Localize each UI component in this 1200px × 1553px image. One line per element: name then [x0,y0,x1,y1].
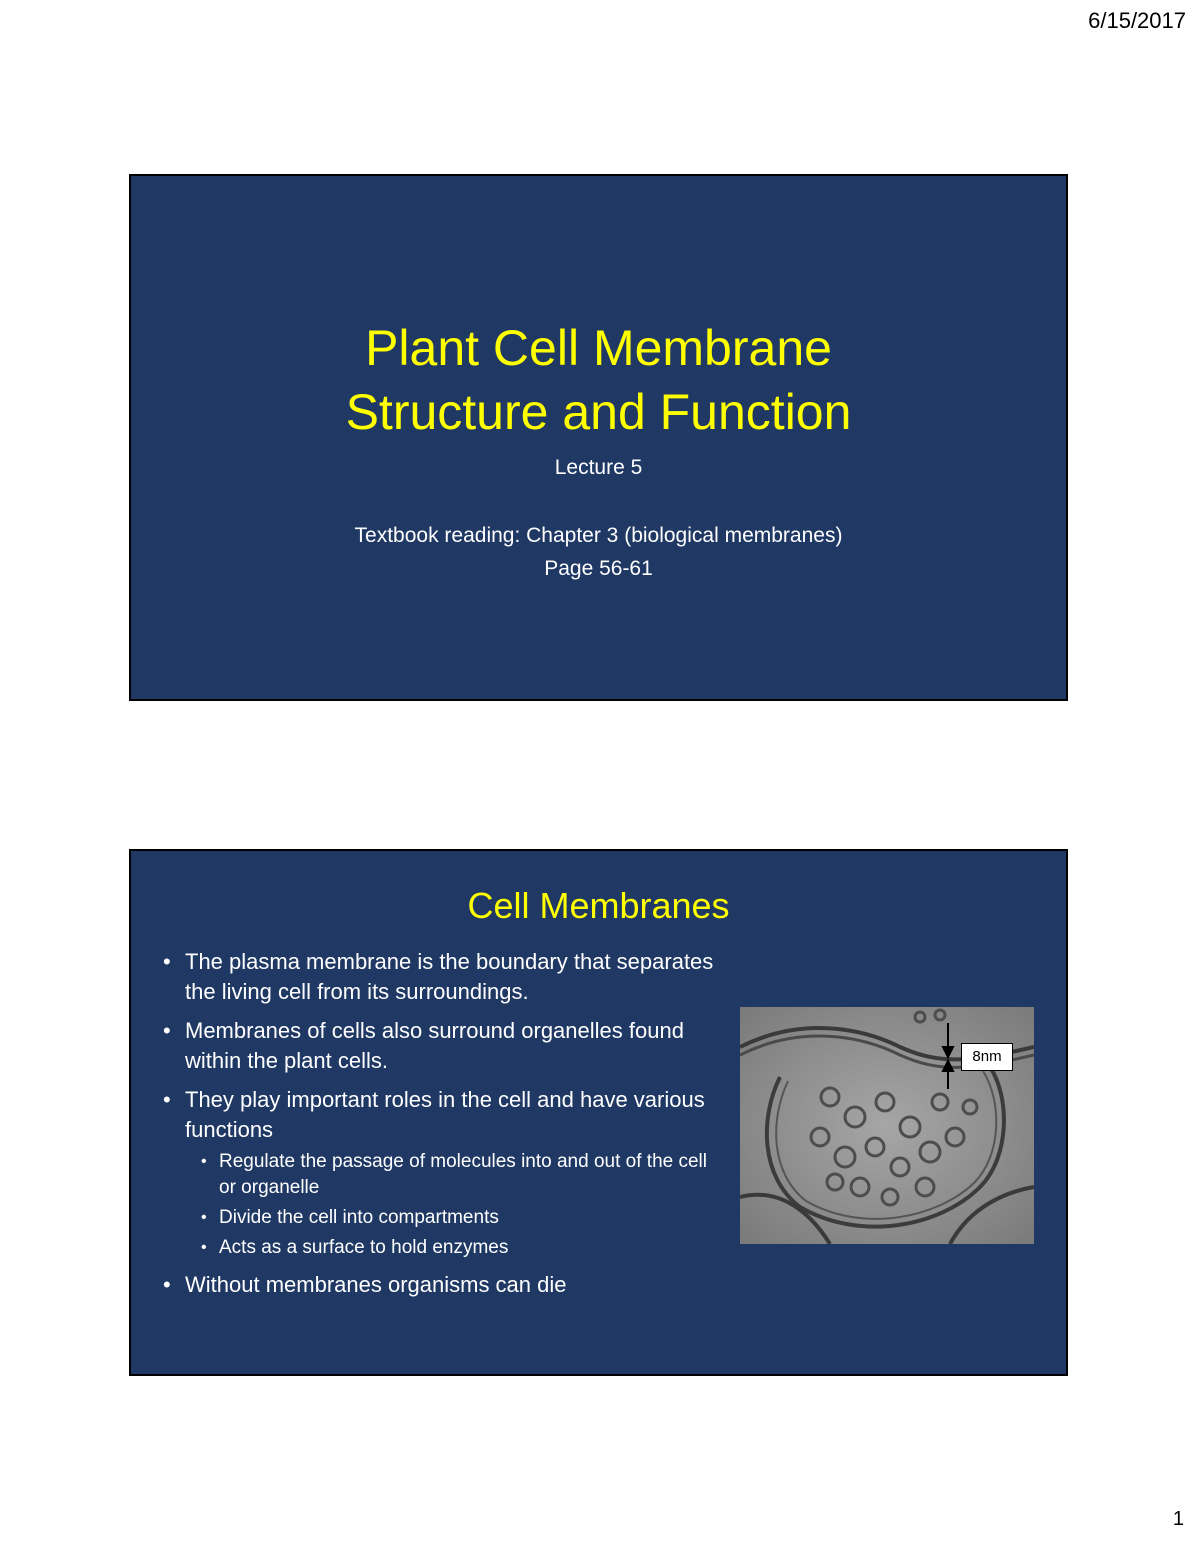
sub-bullet-item [199,1235,723,1261]
bullet-text: They play important roles in the cell and have various functions [185,1087,705,1142]
bullet-item [163,1016,723,1076]
sub-bullet-list [199,1149,723,1261]
sub-bullet-text: Acts as a surface to hold enzymes [219,1237,509,1258]
title-slide [129,174,1068,701]
bullet-item [163,947,723,1007]
content-slide [129,849,1068,1376]
page-date: 6/15/2017 [1088,8,1186,33]
membrane-micrograph [740,1007,1034,1244]
slide-title-line1: Plant Cell Membrane [365,320,832,376]
slide-title [131,316,1066,444]
bullet-text: Without membranes organisms can die [185,1272,567,1297]
textbook-reading [131,519,1066,585]
slide-heading: Cell Membranes [467,885,730,926]
slide-title-line2: Structure and Function [345,384,852,440]
lecture-number: Lecture 5 [554,456,643,479]
reading-pages: Page 56-61 [544,557,653,580]
scale-label: 8nm [961,1043,1013,1071]
sub-bullet-text: Regulate the passage of molecules into and out of the cell or organelle [219,1151,707,1198]
sub-bullet-item [199,1149,723,1201]
sub-bullet-text: Divide the cell into compartments [219,1207,499,1228]
bullet-text: Membranes of cells also surround organelles found within the plant cells. [185,1018,684,1073]
reading-chapter: Textbook reading: Chapter 3 (biological membranes) [354,524,843,547]
bullet-list [163,947,723,1309]
page-number: 1 [1172,1508,1184,1530]
bullet-text: The plasma membrane is the boundary that separates the living cell from its surroundings. [185,949,714,1004]
bullet-item [163,1085,723,1261]
sub-bullet-item [199,1205,723,1231]
bullet-item [163,1270,723,1300]
